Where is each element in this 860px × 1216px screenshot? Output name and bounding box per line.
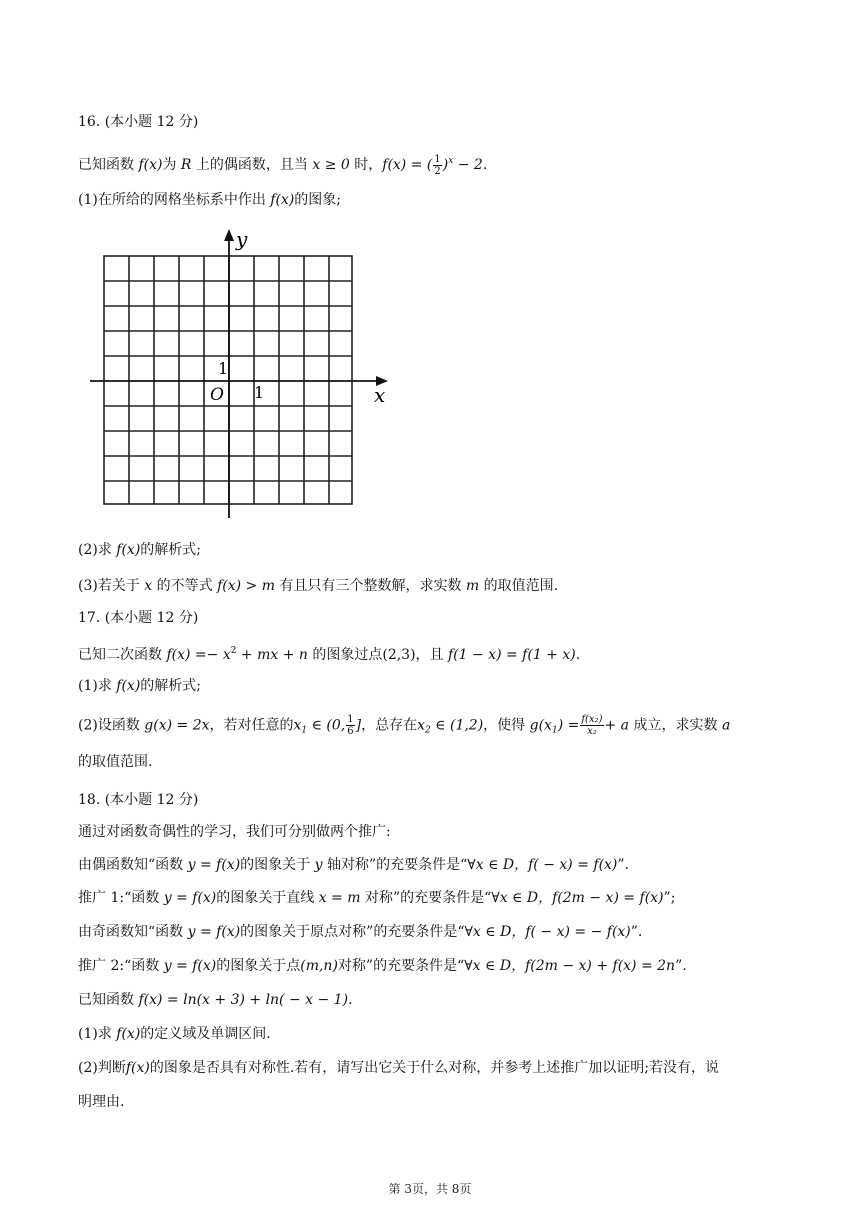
q16-part3: (3)若关于 x 的不等式 f(x) > m 有且只有三个整数解，求实数 m 的取值范围. bbox=[78, 578, 559, 594]
y-axis-label: y bbox=[236, 227, 248, 251]
x-axis-label: x bbox=[374, 383, 386, 407]
q18-odd: 由奇函数知“函数 y = f(x)的图象关于原点对称”的充要条件是“∀x ∈ D，f( − x) = − f(x)”. bbox=[78, 924, 643, 940]
q18-header: 18. (本小题 12 分) bbox=[78, 792, 199, 808]
q17-part1: (1)求 f(x)的解析式; bbox=[78, 678, 202, 694]
q18-function: 已知函数 f(x) = ln(x + 3) + ln( − x − 1). bbox=[78, 992, 353, 1008]
q18-part1: (1)求 f(x)的定义域及单调区间. bbox=[78, 1026, 271, 1042]
coordinate-grid bbox=[88, 226, 398, 524]
q18-part2: (2)判断f(x)的图象是否具有对称性.若有，请写出它关于什么对称，并参考上述推广加以证明;若没有，说 bbox=[78, 1060, 720, 1076]
q17-part2-cont: 的取值范围. bbox=[78, 754, 153, 770]
grid-lines bbox=[104, 256, 352, 504]
q17-part2: (2)设函数 g(x) = 2x，若对任意的$x_1$ ∈ (0, $\frac{1}{6}$ ]，总存在$x_2$ ∈ (1,2)，使得 $g(x_1)$ = $\frac{\text{f(x₂)}}{\text{x₂}}$ + a 成立，求实数 a bbox=[78, 714, 731, 737]
q18-part2-cont: 明理由. bbox=[78, 1094, 125, 1110]
q16-stem: 已知函数 f(x)为 R 上的偶函数，且当 x ≥ 0 时，f(x) = ( $\frac{1}{2}$ )$^x$ − 2. bbox=[78, 153, 488, 177]
page-footer: 第 3页，共 8页 bbox=[388, 1182, 472, 1196]
q18-generalization1: 推广 1:“函数 y = f(x)的图象关于直线 x = m 对称”的充要条件是“∀x ∈ D，f(2m − x) = f(x)”; bbox=[78, 890, 676, 906]
q17-header: 17. (本小题 12 分) bbox=[78, 610, 199, 626]
y-axis-arrow bbox=[224, 229, 234, 241]
q17-stem: 已知二次函数 $f(x) =- x^2$ + mx + n 的图象过点(2,3)，且 f(1 − x) = f(1 + x). bbox=[78, 646, 581, 663]
fraction-one-half: $\frac{1}{2}$ bbox=[434, 153, 441, 177]
y-tick-label: 1 bbox=[218, 359, 229, 378]
origin-label: O bbox=[210, 385, 224, 405]
q18-generalization2: 推广 2:“函数 y = f(x)的图象关于点(m,n)对称”的充要条件是“∀x ∈ D，f(2m − x) + f(x) = 2n”. bbox=[78, 958, 687, 974]
q16-part1: (1)在所给的网格坐标系中作出 f(x)的图象; bbox=[78, 192, 342, 208]
q16-part2: (2)求 f(x)的解析式; bbox=[78, 542, 202, 558]
fraction-f-x2-over-x2: $\frac{\text{f(x₂)}}{\text{x₂}}$ bbox=[581, 714, 603, 737]
fraction-one-sixth: $\frac{1}{6}$ bbox=[347, 714, 354, 737]
q18-even: 由偶函数知“函数 y = f(x)的图象关于 y 轴对称”的充要条件是“∀x ∈ D，f( − x) = f(x)”. bbox=[78, 857, 630, 873]
x-tick-label: 1 bbox=[254, 383, 265, 402]
q16-header: 16. (本小题 12 分) bbox=[78, 114, 199, 130]
q18-intro: 通过对函数奇偶性的学习，我们可分别做两个推广: bbox=[78, 824, 391, 840]
